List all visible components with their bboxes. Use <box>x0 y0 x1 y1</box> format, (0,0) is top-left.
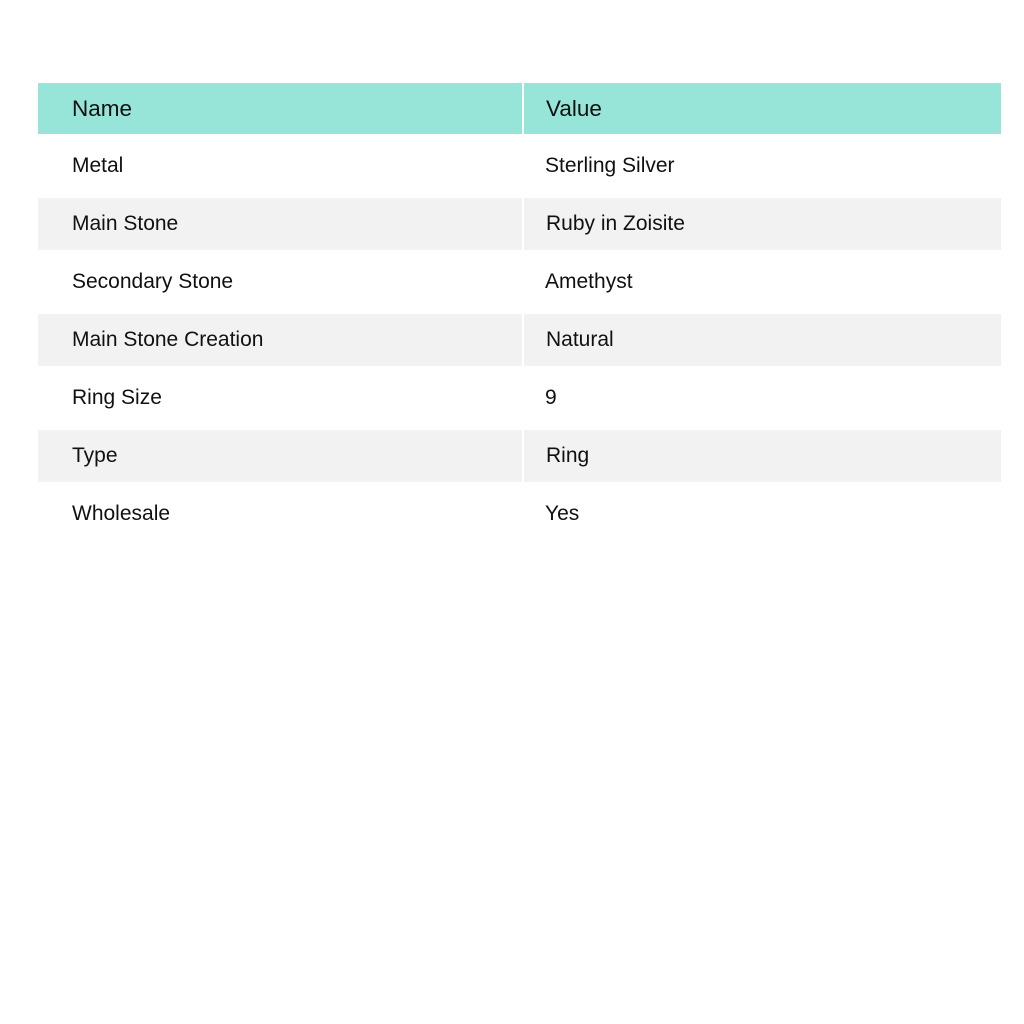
row-value-cell: Ring <box>546 444 590 467</box>
row-name-cell: Metal <box>72 154 124 177</box>
row-name-cell: Wholesale <box>72 502 171 525</box>
row-name-cell: Type <box>38 430 523 482</box>
row-value-cell: 9 <box>545 386 557 409</box>
row-name-cell: Secondary Stone <box>72 270 234 293</box>
table-row <box>38 134 1001 198</box>
table-body <box>38 134 1001 546</box>
table-row <box>38 430 1001 482</box>
specifications-table <box>38 83 1001 546</box>
column-header-name: Name <box>38 83 523 134</box>
table-row <box>38 366 1001 430</box>
row-value-cell: Yes <box>545 502 580 525</box>
table-header <box>38 83 1001 134</box>
table-row <box>38 198 1001 250</box>
header-row <box>38 83 1001 134</box>
row-value-cell: Ruby in Zoisite <box>546 212 685 235</box>
row-name-cell: Main Stone <box>38 198 523 250</box>
row-value-cell: Natural <box>546 328 614 351</box>
table-row <box>38 482 1001 546</box>
row-value-cell: Amethyst <box>545 270 633 293</box>
table-row <box>38 314 1001 366</box>
row-name-cell: Main Stone Creation <box>38 314 523 366</box>
column-header-value: Value <box>546 95 602 121</box>
row-name-cell: Ring Size <box>72 386 162 409</box>
table-row <box>38 250 1001 314</box>
row-value-cell: Sterling Silver <box>545 154 675 177</box>
